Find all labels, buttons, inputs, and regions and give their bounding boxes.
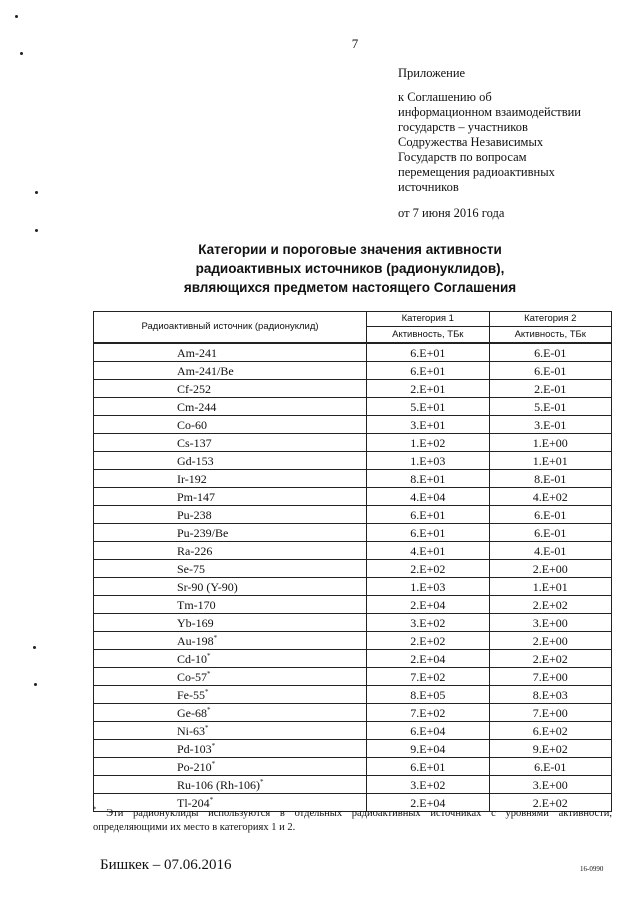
table-row (94, 380, 612, 398)
scan-mark (35, 229, 38, 232)
title-line: радиоактивных источников (радионуклидов), (195, 261, 505, 276)
radionuclide-cell (94, 380, 367, 398)
radionuclide-name: Cs-137 (177, 435, 212, 450)
radionuclide-name: Am-241/Be (177, 363, 234, 378)
category-1-value: 1.E+02 (367, 434, 489, 452)
footnote-marker: * (260, 777, 264, 786)
radionuclide-cell (94, 578, 367, 596)
footnote-marker: * (207, 669, 211, 678)
header-source: Радиоактивный источник (радионуклид) (94, 312, 367, 344)
radionuclide-cell (94, 434, 367, 452)
radionuclide-name: Pu-239/Be (177, 525, 229, 540)
radionuclide-cell (94, 470, 367, 488)
category-2-value: 6.E-01 (489, 524, 611, 542)
radionuclide-name: Ra-226 (177, 543, 213, 558)
document-number: 16-0990 (580, 865, 604, 873)
radionuclide-cell (94, 452, 367, 470)
scan-mark (15, 15, 18, 18)
category-2-value: 7.E+00 (489, 668, 611, 686)
footnote-marker: * (211, 759, 216, 768)
table-row (94, 632, 612, 650)
category-2-value: 1.E+00 (489, 434, 611, 452)
activity-table (93, 311, 612, 812)
radionuclide-name: Ir-192 (177, 471, 207, 486)
category-1-value: 3.E+02 (367, 614, 489, 632)
category-1-value: 6.E+01 (367, 362, 489, 380)
table-row (94, 524, 612, 542)
table-row (94, 452, 612, 470)
radionuclide-cell (94, 704, 367, 722)
footnote (93, 807, 612, 835)
table-row (94, 470, 612, 488)
radionuclide-name: Cm-244 (177, 399, 217, 414)
category-2-value: 8.E-01 (489, 470, 611, 488)
category-2-value: 8.E+03 (489, 686, 611, 704)
table-row (94, 722, 612, 740)
table-row (94, 362, 612, 380)
radionuclide-cell (94, 632, 367, 650)
footnote-text: Эти радионуклиды используются в отдельных радиоактивных источниках с уровнями активности, определяющими их место в категориях 1 и 2. (93, 808, 612, 833)
radionuclide-name: Pm-147 (177, 489, 216, 504)
radionuclide-name: Gd-153 (177, 453, 214, 468)
table-row (94, 740, 612, 758)
radionuclide-cell (94, 650, 367, 668)
category-2-value: 2.E+02 (489, 794, 611, 812)
radionuclide-name: Cf-252 (177, 381, 211, 396)
category-2-value: 3.E+00 (489, 776, 611, 794)
table-row (94, 343, 612, 362)
table-row (94, 542, 612, 560)
category-2-value: 4.E-01 (489, 542, 611, 560)
radionuclide-name: Co-57 (177, 669, 207, 684)
category-2-value: 6.E-01 (489, 362, 611, 380)
annex-block (398, 66, 628, 221)
radionuclide-name: Ru-106 (Rh-106) (177, 777, 260, 792)
category-2-value: 6.E-01 (489, 758, 611, 776)
header-category-1: Категория 1 (367, 312, 489, 327)
footnote-mark: * (93, 805, 97, 814)
page-number: 7 (351, 36, 359, 51)
radionuclide-name: Tl-204 (177, 795, 210, 810)
category-2-value: 6.E-01 (489, 343, 611, 362)
annex-line: к Соглашению об (398, 90, 492, 104)
category-2-value: 9.E+02 (489, 740, 611, 758)
radionuclide-cell (94, 362, 367, 380)
footnote-marker: * (207, 705, 211, 714)
radionuclide-cell (94, 596, 367, 614)
radionuclide-cell (94, 776, 367, 794)
category-1-value: 8.E+05 (367, 686, 489, 704)
category-2-value: 1.E+01 (489, 452, 611, 470)
category-1-value: 6.E+01 (367, 758, 489, 776)
radionuclide-name: Am-241 (177, 345, 217, 360)
radionuclide-cell (94, 740, 367, 758)
category-1-value: 2.E+04 (367, 650, 489, 668)
radionuclide-cell (94, 416, 367, 434)
annex-date: от 7 июня 2016 года (398, 206, 505, 220)
radionuclide-cell (94, 506, 367, 524)
category-1-value: 5.E+01 (367, 398, 489, 416)
category-1-value: 8.E+01 (367, 470, 489, 488)
annex-line: перемещения радиоактивных (398, 165, 555, 179)
annex-heading: Приложение (398, 66, 466, 80)
radionuclide-name: Ni-63 (177, 723, 205, 738)
city-date: Бишкек – 07.06.2016 (100, 857, 232, 873)
category-1-value: 3.E+01 (367, 416, 489, 434)
table-row (94, 398, 612, 416)
footnote-marker: * (209, 795, 214, 804)
title-line: Категории и пороговые значения активности (198, 242, 502, 257)
category-2-value: 2.E-01 (489, 380, 611, 398)
table-row (94, 434, 612, 452)
radionuclide-name: Tm-170 (177, 597, 216, 612)
table-row (94, 596, 612, 614)
category-2-value: 2.E+02 (489, 596, 611, 614)
scan-mark (34, 683, 37, 686)
category-1-value: 2.E+01 (367, 380, 489, 398)
table-row (94, 668, 612, 686)
radionuclide-cell (94, 343, 367, 362)
table-body (94, 343, 612, 812)
category-2-value: 7.E+00 (489, 704, 611, 722)
radionuclide-cell (94, 488, 367, 506)
category-1-value: 4.E+04 (367, 488, 489, 506)
scan-mark (20, 52, 23, 55)
category-1-value: 1.E+03 (367, 452, 489, 470)
category-1-value: 7.E+02 (367, 704, 489, 722)
category-1-value: 6.E+01 (367, 506, 489, 524)
footnote-marker: * (211, 741, 216, 750)
radionuclide-cell (94, 758, 367, 776)
annex-line: Содружества Независимых (398, 135, 544, 149)
radionuclide-cell (94, 722, 367, 740)
scan-mark (35, 191, 38, 194)
category-2-value: 2.E+02 (489, 650, 611, 668)
header-activity-1: Активность, ТБк (367, 327, 489, 344)
table-row (94, 578, 612, 596)
radionuclide-name: Co-60 (177, 417, 207, 432)
category-2-value: 6.E-01 (489, 506, 611, 524)
table-row (94, 704, 612, 722)
category-2-value: 2.E+00 (489, 560, 611, 578)
radionuclide-cell (94, 398, 367, 416)
header-activity-2: Активность, ТБк (489, 327, 611, 344)
annex-line: Государств по вопросам (398, 150, 527, 164)
category-2-value: 6.E+02 (489, 722, 611, 740)
category-1-value: 2.E+02 (367, 632, 489, 650)
category-1-value: 1.E+03 (367, 578, 489, 596)
table-row (94, 776, 612, 794)
radionuclide-name: Au-198 (177, 633, 214, 648)
document-title (120, 240, 580, 297)
footnote-marker: * (213, 633, 218, 642)
category-2-value: 2.E+00 (489, 632, 611, 650)
radionuclide-cell (94, 686, 367, 704)
radionuclide-cell (94, 524, 367, 542)
category-1-value: 4.E+01 (367, 542, 489, 560)
scan-mark (33, 646, 36, 649)
footnote-marker: * (205, 723, 209, 732)
table-row (94, 758, 612, 776)
category-2-value: 5.E-01 (489, 398, 611, 416)
category-2-value: 4.E+02 (489, 488, 611, 506)
radionuclide-name: Fe-55 (177, 687, 205, 702)
radionuclide-name: Pd-103 (177, 741, 212, 756)
category-2-value: 3.E-01 (489, 416, 611, 434)
footnote-marker: * (205, 687, 209, 696)
table-row (94, 614, 612, 632)
radionuclide-cell (94, 560, 367, 578)
radionuclide-name: Pu-238 (177, 507, 212, 522)
category-1-value: 6.E+04 (367, 722, 489, 740)
radionuclide-name: Sr-90 (Y-90) (177, 579, 238, 594)
table-row (94, 560, 612, 578)
category-1-value: 6.E+01 (367, 343, 489, 362)
category-1-value: 6.E+01 (367, 524, 489, 542)
category-2-value: 3.E+00 (489, 614, 611, 632)
category-2-value: 1.E+01 (489, 578, 611, 596)
table-row (94, 650, 612, 668)
radionuclide-name: Cd-10 (177, 651, 207, 666)
category-1-value: 2.E+02 (367, 560, 489, 578)
annex-line: государств – участников (398, 120, 528, 134)
radionuclide-cell (94, 614, 367, 632)
table-row (94, 686, 612, 704)
header-category-2: Категория 2 (489, 312, 611, 327)
category-1-value: 7.E+02 (367, 668, 489, 686)
radionuclide-cell (94, 668, 367, 686)
title-line: являющихся предметом настоящего Соглашения (183, 280, 517, 295)
radionuclide-name: Ge-68 (177, 705, 207, 720)
annex-line: источников (398, 180, 459, 194)
annex-line: информационном взаимодействии (398, 105, 581, 119)
table-row (94, 488, 612, 506)
category-1-value: 2.E+04 (367, 596, 489, 614)
radionuclide-cell (94, 542, 367, 560)
radionuclide-name: Yb-169 (177, 615, 214, 630)
radionuclide-name: Se-75 (177, 561, 205, 576)
category-1-value: 9.E+04 (367, 740, 489, 758)
category-1-value: 3.E+02 (367, 776, 489, 794)
table-row (94, 506, 612, 524)
table-row (94, 416, 612, 434)
category-1-value: 2.E+04 (367, 794, 489, 812)
footnote-marker: * (207, 651, 211, 660)
radionuclide-name: Po-210 (177, 759, 212, 774)
